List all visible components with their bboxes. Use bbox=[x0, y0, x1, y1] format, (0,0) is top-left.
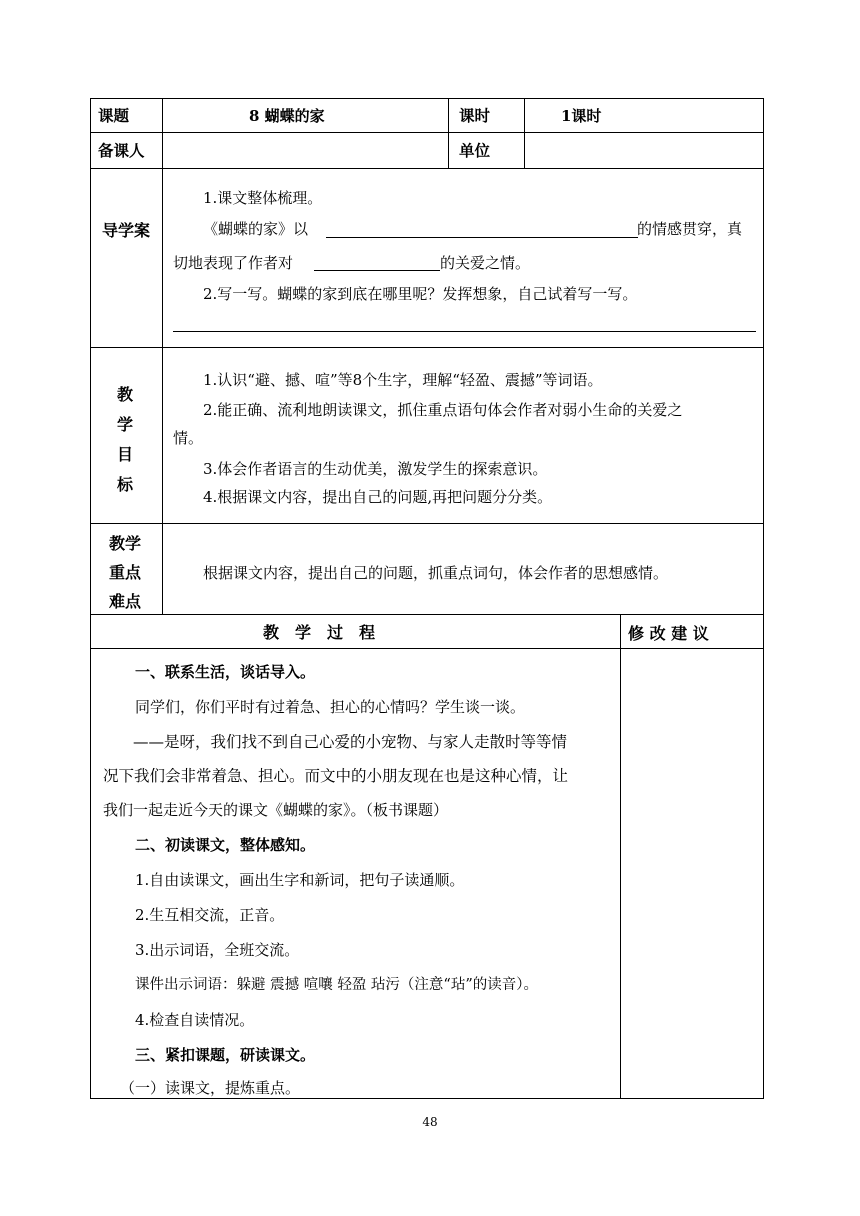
table-rule bbox=[90, 1098, 764, 1099]
process-header: 教 学 过 程 bbox=[263, 623, 376, 642]
process-line: 2.生互相交流，正音。 bbox=[135, 906, 285, 924]
page-number: 48 bbox=[422, 1115, 438, 1129]
table-rule bbox=[162, 98, 163, 614]
keypoints-label: 重点 bbox=[109, 563, 142, 582]
table-rule bbox=[90, 98, 764, 99]
goal-line: 1.认识“避、撼、喧”等8个生字，理解“轻盈、震撼”等词语。 bbox=[203, 371, 603, 389]
suggestion-header: 修 改 建 议 bbox=[628, 624, 709, 643]
keypoints-label: 难点 bbox=[109, 592, 142, 611]
guide-line: 《蝴蝶的家》以 bbox=[203, 220, 309, 238]
process-line: 课件出示词语：躲避 震撼 喧嚷 轻盈 玷污（注意“玷”的读音）。 bbox=[135, 977, 539, 993]
process-line: （一）读课文，提炼重点。 bbox=[120, 1079, 301, 1097]
period-label: 课时 bbox=[459, 106, 491, 125]
process-line: 同学们，你们平时有过着急、担心的心情吗？学生谈一谈。 bbox=[135, 698, 526, 716]
table-rule bbox=[90, 347, 764, 348]
process-line: 1.自由读课文，画出生字和新词，把句子读通顺。 bbox=[135, 871, 465, 889]
process-line: 三、紧扣课题，研读课文。 bbox=[135, 1046, 316, 1064]
topic-label: 课题 bbox=[98, 106, 130, 125]
unit-label: 单位 bbox=[459, 141, 491, 160]
guide-line: 切地表现了作者对 bbox=[173, 254, 294, 272]
process-line: ——是呀，我们找不到自己心爱的小宠物、与家人走散时等等情 bbox=[133, 733, 568, 751]
preparer-label: 备课人 bbox=[98, 141, 145, 160]
goal-line: 4.根据课文内容，提出自己的问题,再把问题分分类。 bbox=[203, 488, 553, 506]
process-line: 二、初读课文，整体感知。 bbox=[135, 836, 316, 854]
table-rule bbox=[448, 98, 449, 168]
topic-value: 8 蝴蝶的家 bbox=[249, 107, 325, 125]
table-rule bbox=[90, 523, 764, 524]
goals-section-label: 教学目标 bbox=[116, 385, 133, 494]
guide-line: 的关爱之情。 bbox=[440, 254, 531, 272]
table-rule bbox=[90, 132, 764, 133]
guide-line: 1.课文整体梳理。 bbox=[203, 189, 323, 207]
guide-line: 2.写一写。蝴蝶的家到底在哪里呢？发挥想象，自己试着写一写。 bbox=[203, 285, 638, 303]
period-value: 1课时 bbox=[561, 107, 602, 125]
table-rule bbox=[90, 98, 91, 1098]
goal-line: 情。 bbox=[173, 429, 204, 447]
table-rule bbox=[90, 648, 764, 649]
keypoints-label: 教学 bbox=[109, 534, 142, 553]
table-rule bbox=[90, 614, 764, 615]
process-line: 一、联系生活，谈话导入。 bbox=[135, 663, 316, 681]
guide-section-label: 导学案 bbox=[101, 221, 150, 240]
table-rule bbox=[620, 614, 621, 1098]
table-rule bbox=[763, 98, 764, 1098]
process-line: 况下我们会非常着急、担心。而文中的小朋友现在也是这种心情，让 bbox=[103, 767, 569, 785]
goal-line: 3.体会作者语言的生动优美，激发学生的探索意识。 bbox=[203, 460, 548, 478]
keypoints-text: 根据课文内容，提出自己的问题，抓重点词句，体会作者的思想感情。 bbox=[203, 564, 669, 582]
goal-line: 2.能正确、流利地朗读课文，抓住重点语句体会作者对弱小生命的关爱之 bbox=[203, 401, 683, 419]
fill-blank-line bbox=[326, 237, 638, 238]
table-rule bbox=[524, 98, 525, 168]
process-line: 4.检查自读情况。 bbox=[135, 1011, 255, 1029]
process-line: 我们一起走近今天的课文《蝴蝶的家》。（板书课题） bbox=[103, 801, 449, 819]
guide-line: 的情感贯穿，真 bbox=[637, 220, 743, 238]
table-rule bbox=[90, 168, 764, 169]
answer-line bbox=[173, 331, 756, 332]
process-line: 3.出示词语，全班交流。 bbox=[135, 941, 300, 959]
fill-blank-line bbox=[314, 270, 440, 271]
